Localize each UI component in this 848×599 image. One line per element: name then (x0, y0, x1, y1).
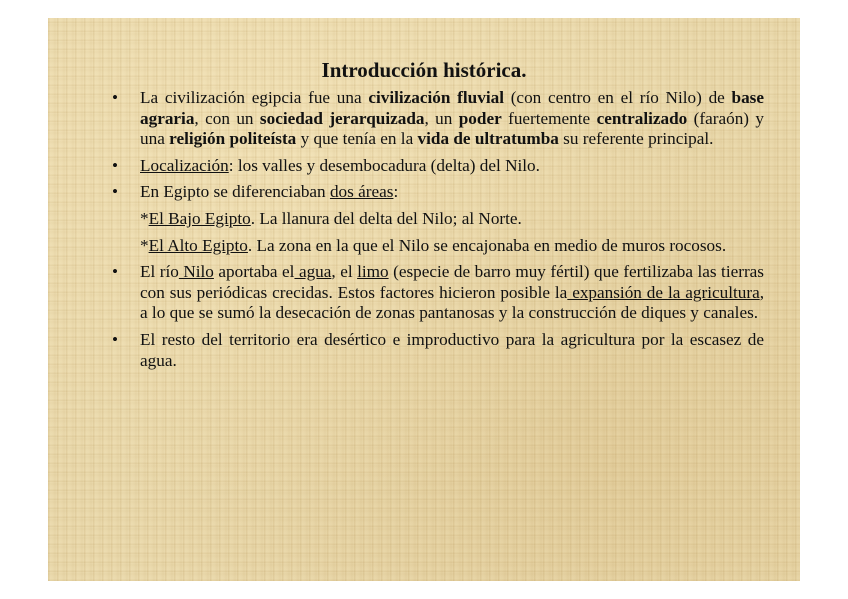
bullet-icon: • (112, 329, 119, 349)
text-run: , un (424, 108, 459, 128)
text-run: : (228, 155, 238, 175)
underlined-text: expansión de la agricultura (567, 282, 760, 302)
underlined-text: Nilo (178, 262, 214, 282)
underlined-text: dos áreas (329, 182, 394, 202)
text-run: , a lo que se sumó la desecación de zonas pantanosas y la construcción de diques y canales. (140, 282, 764, 323)
text-run: : (393, 182, 399, 202)
bullet-item (110, 156, 764, 177)
text-run: La civilización egipcia fue una (140, 88, 369, 107)
slide-content (110, 88, 764, 377)
text-run: y que tenía en la (296, 129, 418, 149)
text-run: aportaba el (213, 262, 295, 282)
text-run: su referente principal. (558, 129, 714, 149)
sub-item (110, 236, 764, 257)
text-run: En Egipto se diferenciaban (140, 182, 330, 202)
text-run: * (140, 208, 149, 228)
underlined-text: El Bajo Egipto (148, 208, 251, 228)
slide-title: Introducción histórica. (321, 58, 527, 82)
text-run: . La llanura del delta del Nilo; al Norte. (250, 208, 522, 228)
bullet-item (110, 182, 764, 203)
text-run: (especie de barro muy fértil) que fertilizaba las tierras con sus periódicas crecidas. Estos factores hicieron posible la (140, 262, 764, 302)
bold-text: centralizado (596, 108, 688, 128)
text-run: los valles y desembocadura (delta) del Nilo. (237, 155, 540, 175)
bullet-item (110, 330, 764, 371)
sub-item (110, 209, 764, 230)
bullet-item (110, 262, 764, 324)
bullet-icon: • (112, 155, 119, 175)
slide-page (48, 18, 800, 581)
bold-text: poder (458, 108, 502, 128)
text-run: El resto del territorio era desértico e improductivo para la agricultura por la escasez de agua. (140, 329, 764, 370)
text-run: El río (140, 262, 179, 282)
underlined-text: agua (294, 262, 332, 282)
text-run: * (140, 235, 149, 255)
bold-text: base agraria (140, 88, 765, 128)
text-run: . La zona en la que el Nilo se encajonaba en medio de muros rocosos. (247, 235, 727, 255)
text-run: , con un (194, 108, 260, 128)
bold-text: vida de ultratumba (417, 129, 559, 149)
underlined-text: El Alto Egipto (148, 235, 248, 255)
underlined-text: limo (357, 262, 389, 282)
bullet-icon: • (112, 262, 119, 282)
bold-text: religión politeísta (169, 129, 297, 149)
text-run: (faraón) y una (140, 108, 764, 149)
text-run: , el (331, 262, 358, 282)
bullet-icon: • (112, 182, 119, 202)
text-run: (con centro en el río Nilo) de (503, 88, 732, 107)
bullet-icon: • (112, 88, 119, 107)
bold-text: sociedad jerarquizada (259, 108, 425, 128)
bullet-item (110, 88, 764, 150)
text-run: fuertemente (501, 108, 597, 128)
underlined-text: Localización (140, 155, 229, 175)
bold-text: civilización fluvial (368, 88, 504, 107)
